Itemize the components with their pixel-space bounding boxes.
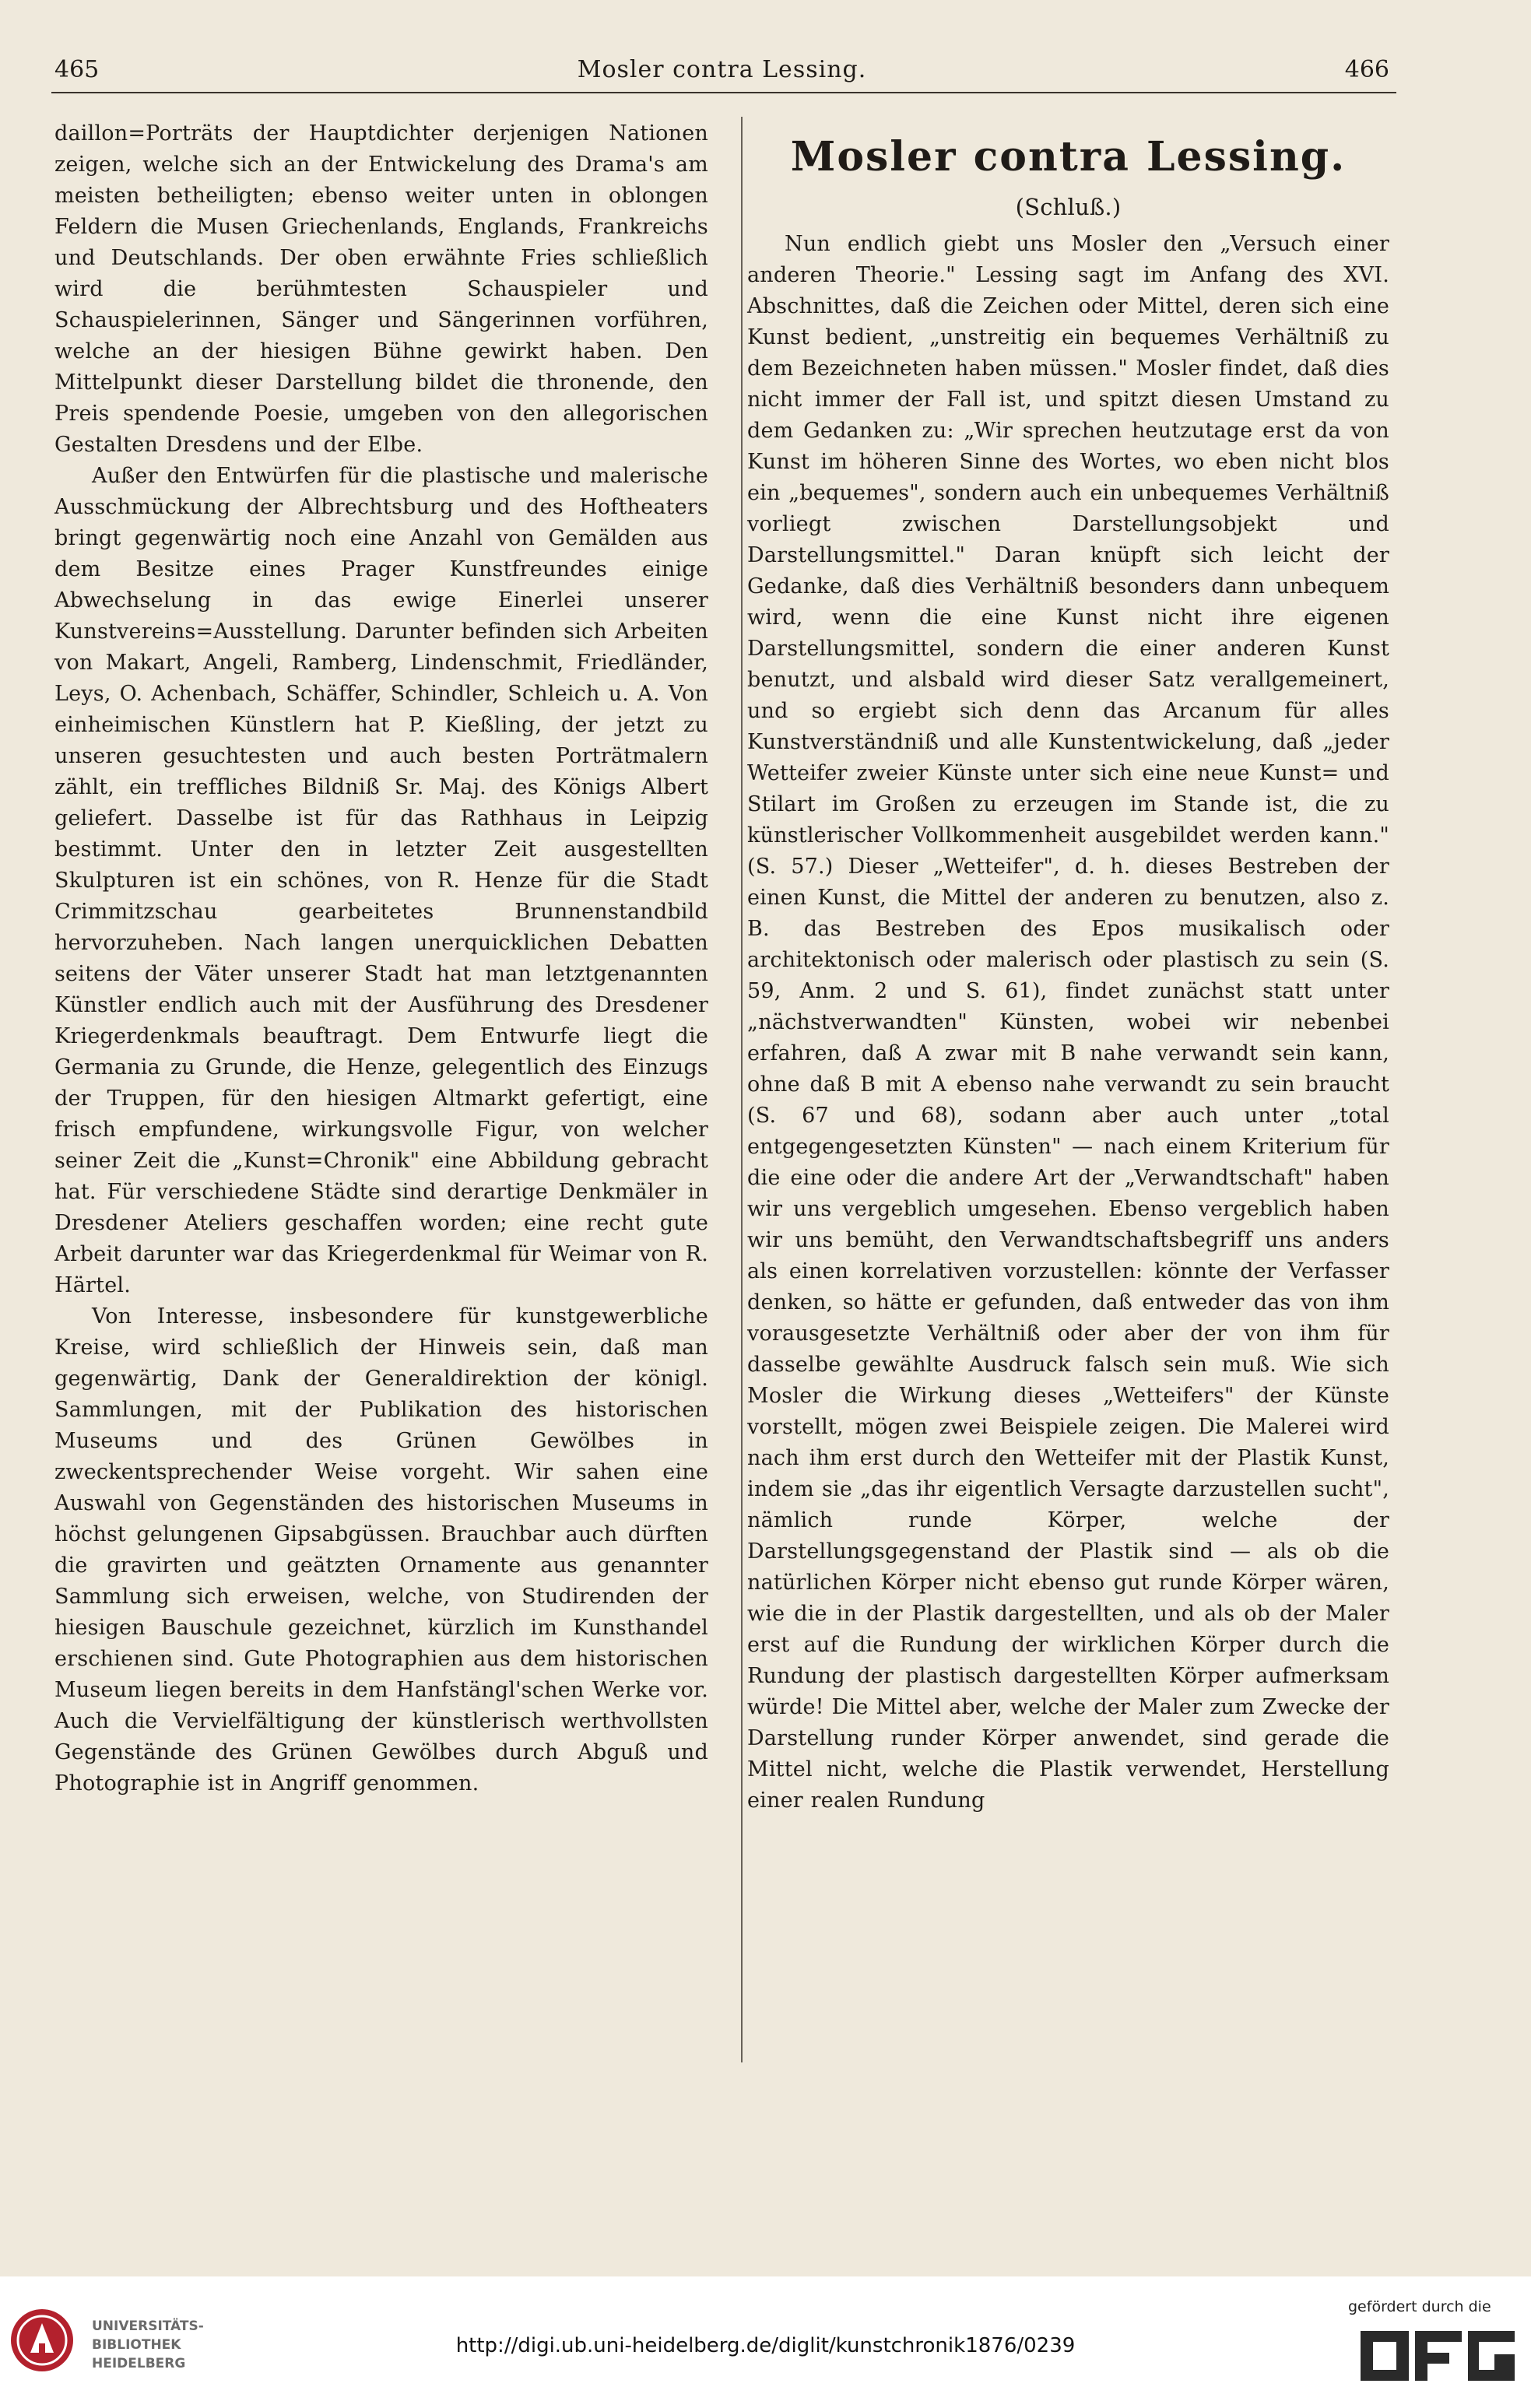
page-number-left: 465 [54,56,100,83]
header-rule [51,92,1396,93]
article-subtitle: (Schluß.) [1015,194,1122,220]
article-title: Mosler contra Lessing. [790,133,1347,181]
university-name: UNIVERSITÄTS- BIBLIOTHEK HEIDELBERG [92,2318,204,2371]
left-paragraph-3: Von Interesse, insbesondere für kunstgewerbliche Kreise, wird schließlich der Hinweis sein, daß man gegenwärtig, Dank der Generaldirektion der königl. Sammlungen, mit der Publikation des historischen Museums und des Grünen Gewölbes in zweckentsprechender Weise vorgeht. Wir sahen eine Auswahl von Gegenständen des historischen Museums in höchst gelungenen Gipsabgüssen. Brauchbar auch dürften die gravirten und geätzten Ornamente aus genannter Sammlung sich erweisen, welche, von Studirenden der hiesigen Bauschule gezeichnet, kürzlich im Kunsthandel erschienen sind. Gute Photographien aus dem historischen Museum liegen bereits in dem Hanfstängl'schen Werke vor. Auch die Vervielfältigung der künstlerisch werthvollsten Gegenstände des Grünen Gewölbes durch Abguß und Photographie ist in Angriff genommen. [54,1304,708,1795]
column-divider [741,117,743,2062]
funded-by-text: gefördert durch die [1348,2298,1491,2315]
page-header [54,50,1389,90]
dfg-logo [1361,2325,1516,2387]
running-title: Mosler contra Lessing. [577,56,867,83]
source-url-link[interactable]: http://digi.ub.uni-heidelberg.de/diglit/kunstchronik1876/0239 [455,2334,1076,2357]
page-number-right: 466 [1344,56,1389,83]
left-paragraph-1: daillon=Porträts der Hauptdichter derjenigen Nationen zeigen, welche sich an der Entwickelung des Drama's am meisten betheiligten; ebenso weiter unten in oblongen Feldern die Musen Griechenlands, Englands, Frankreichs und Deutschlands. Der oben erwähnte Fries schließlich wird die berühmtesten Schauspieler und Schauspielerinnen, Sänger und Sängerinnen vorführen, welche an der hiesigen Bühne gewirkt haben. Den Mittelpunkt dieser Darstellung bildet die thronende, den Preis spendende Poesie, umgeben von den allegorischen Gestalten Dresdens und der Elbe. [54,121,708,457]
footer-bar [0,2276,1531,2408]
left-paragraph-2: Außer den Entwürfen für die plastische und malerische Ausschmückung der Albrechtsburg und des Hoftheaters bringt gegenwärtig noch eine Anzahl von Gemälden aus dem Besitze eines Prager Kunstfreundes einige Abwechselung in das ewige Einerlei unserer Kunstvereins=Ausstellung. Darunter befinden sich Arbeiten von Makart, Angeli, Ramberg, Lindenschmit, Friedländer, Leys, O. Achenbach, Schäffer, Schindler, Schleich u. A. Von einheimischen Künstlern hat P. Kießling, der jetzt zu unseren gesuchtesten und auch besten Porträtmalern zählt, ein treffliches Bildniß Sr. Maj. des Königs Albert geliefert. Dasselbe ist für das Rathhaus in Leipzig bestimmt. Unter den in letzter Zeit ausgestellten Skulpturen ist ein schönes, von R. Henze für die Stadt Crimmitzschau gearbeitetes Brunnenstandbild hervorzuheben. Nach langen unerquicklichen Debatten seitens der Väter unserer Stadt hat man letztgenannten Künstler endlich auch mit der Ausführung des Dresdener Kriegerdenkmals beauftragt. Dem Entwurfe liegt die Germania zu Grunde, die Henze, gelegentlich des Einzugs der Truppen, für den hiesigen Altmarkt gefertigt, eine frisch empfundene, wirkungsvolle Figur, von welcher seiner Zeit die „Kunst=Chronik" eine Abbildung gebracht hat. Für verschiedene Städte sind derartige Denkmäler in Dresdener Ateliers geschaffen worden; eine recht gute Arbeit darunter war das Kriegerdenkmal für Weimar von R. Härtel. [54,464,708,1297]
left-column [54,118,708,1799]
right-column [747,118,1389,1817]
right-paragraph-1: Nun endlich giebt uns Mosler den „Versuch einer anderen Theorie." Lessing sagt im Anfang des XVI. Abschnittes, daß die Zeichen oder Mittel, deren sich eine Kunst bedient, „unstreitig ein bequemes Verhältniß zu dem Bezeichneten haben müssen." Mosler findet, daß dies nicht immer der Fall ist, und spitzt diesen Umstand zu dem Gedanken zu: „Wir sprechen heutzutage erst da von Kunst im höheren Sinne des Wortes, wo eben nicht blos ein „bequemes", sondern auch ein unbequemes Verhältniß vorliegt zwischen Darstellungsobjekt und Darstellungsmittel." Daran knüpft sich leicht der Gedanke, daß dies Verhältniß besonders dann unbequem wird, wenn die eine Kunst nicht ihre eigenen Darstellungsmittel, sondern die einer anderen Kunst benutzt, und alsbald wird dieser Satz verallgemeinert, und so ergiebt sich denn das Arcanum für alles Kunstverständniß und alle Kunstentwickelung, daß „jeder Wetteifer zweier Künste unter sich eine neue Kunst= und Stilart im Großen zu erzeugen im Stande ist, die zu künstlerischer Vollkommenheit ausgebildet werden kann." (S. 57.) Dieser „Wetteifer", d. h. dieses Bestreben der einen Kunst, die Mittel der anderen zu benutzen, also z. B. das Bestreben des Epos musikalisch oder architektonisch oder malerisch oder plastisch zu sein (S. 59, Anm. 2 und S. 61), findet zunächst statt unter „nächstverwandten" Künsten, wobei wir nebenbei erfahren, daß A zwar mit B nahe verwandt sein kann, ohne daß B mit A ebenso nahe verwandt zu sein braucht (S. 67 und 68), sodann aber auch unter „total entgegengesetzten Künsten" — nach einem Kriterium für die eine oder die andere Art der „Verwandtschaft" haben wir uns vergeblich umgesehen. Ebenso vergeblich haben wir uns bemüht, den Verwandtschaftsbegriff uns anders als einen korrelativen vorzustellen: könnte der Verfasser denken, so hätte er gefunden, daß entweder das von ihm vorausgesetzte Verhältniß oder aber der von ihm für dasselbe gewählte Ausdruck falsch sein muß. Wie sich Mosler die Wirkung dieses „Wetteifers" der Künste vorstellt, mögen zwei Beispiele zeigen. Die Malerei wird nach ihm erst durch den Wetteifer mit der Plastik Kunst, indem sie „das ihr eigentlich Versagte darzustellen sucht", nämlich runde Körper, welche der Darstellungsgegenstand der Plastik sind — als ob die natürlichen Körper nicht ebenso gut runde Körper wären, wie die in der Plastik dargestellten, und als ob der Maler erst auf die Rundung der wirklichen Körper durch die Rundung der plastisch dargestellten Körper aufmerksam würde! Die Mittel aber, welche der Maler zum Zwecke der Darstellung runder Körper anwendet, sind gerade die Mittel nicht, welche die Plastik verwendet, Herstellung einer realen Rundung [747,232,1389,1813]
